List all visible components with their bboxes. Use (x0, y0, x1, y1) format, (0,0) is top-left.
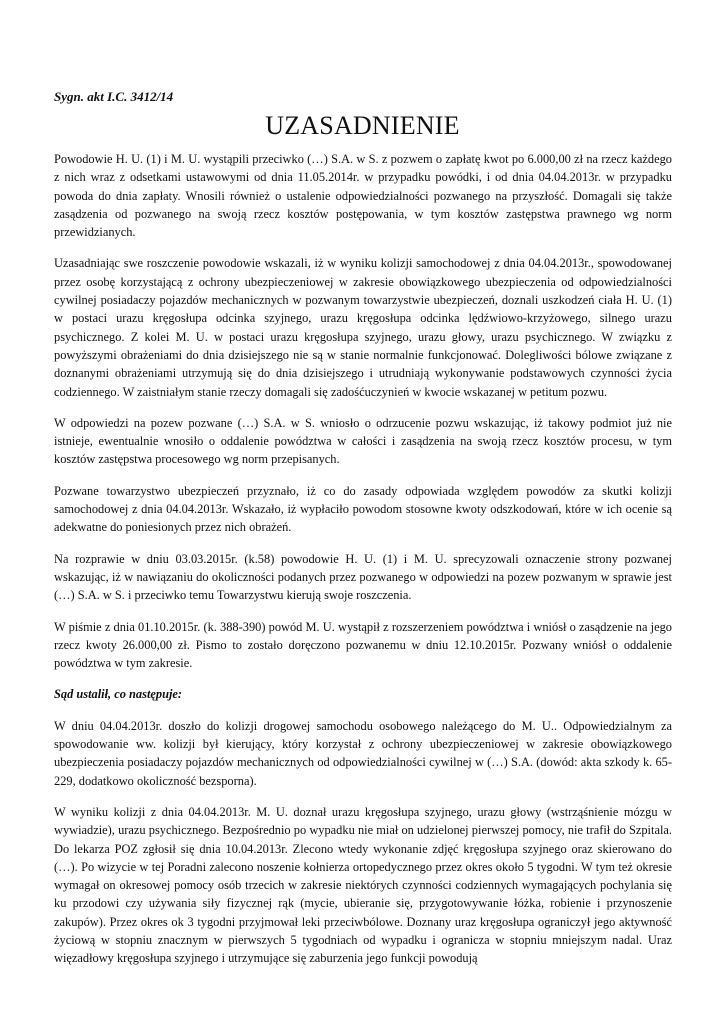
paragraph: Uzasadniając swe roszczenie powodowie wskazali, iż w wyniku kolizji samochodowej z dnia 04.04.2013r., spowodowanej przez osobę korzystającą z ochrony ubezpieczeniowej w zakresie obowiązkowego ubezpieczenia od odpowiedzialności cywilnej posiadaczy pojazdów mechanicznych w pozwanym towarzystwie ubezpieczeń, doznali uszkodzeń ciała H. U. (1) w postaci urazu kręgosłupa odcinka szyjnego, urazu kręgosłupa odcinka lędźwiowo-krzyżowego, silnego urazu psychicznego. Z kolei M. U. w postaci urazu kręgosłupa szyjnego, urazu głowy, urazu psychicznego. W związku z powyższymi obrażeniami do dnia dzisiejszego nie są w stanie normalnie funkcjonować. Dolegliwości bólowe związane z doznanymi obrażeniami utrzymują się do dnia dzisiejszego i utrudniają wykonywanie podstawowych czynności życia codziennego. W zaistniałym stanie rzeczy domagali się zadośćuczynień w kwocie wskazanej w petitum pozwu. (54, 256, 672, 399)
paragraph: W odpowiedzi na pozew pozwane (…) S.A. w S. wniosło o odrzucenie pozwu wskazując, iż takowy podmiot już nie istnieje, ewentualnie wnosiło o oddalenie powództwa w całości i zasądzenia na swoją rzecz kosztów procesu, w tym kosztów zastępstwa procesowego wg norm przepisanych. (54, 415, 672, 467)
section-heading: Sąd ustalił, co następuje: (54, 687, 183, 702)
case-signature: Sygn. akt I.C. 3412/14 (54, 89, 174, 104)
paragraph: Pozwane towarzystwo ubezpieczeń przyznało, iż co do zasady odpowiada względem powodów za skutki kolizji samochodowej z dnia 04.04.2013r. Wskazało, iż wypłaciło powodom stosowne kwoty odszkodowań, które w ich ocenie są adekwatne do poniesionych przez nich obrażeń. (54, 483, 672, 535)
paragraph: Na rozprawie w dniu 03.03.2015r. (k.58) powodowie H. U. (1) i M. U. sprecyzowali oznaczenie strony pozwanej wskazując, iż w nawiązaniu do okoliczności podanych przez pozwanego w odpowiedzi na pozew pozwanym w sprawie jest (…) S.A. w S. i przeciwko temu Towarzystwu kierują swoje roszczenia. (54, 551, 672, 603)
paragraph: W piśmie z dnia 01.10.2015r. (k. 388-390) powód M. U. wystąpił z rozszerzeniem powództwa i wniósł o zasądzenie na jego rzecz kwoty 26.000,00 zł. Pismo to zostało doręczono pozwanemu w dniu 12.10.2015r. Pozwany wniósł o oddalenie powództwa w tym zakresie. (54, 619, 672, 671)
document-title: UZASADNIENIE (265, 111, 460, 140)
paragraph: W dniu 04.04.2013r. doszło do kolizji drogowej samochodu osobowego należącego do M. U.. Odpowiedzialnym za spowodowanie ww. kolizji był kierujący, który korzystał z ochrony ubezpieczeniowej w zakresie obowiązkowego ubezpieczenia posiadaczy pojazdów mechanicznych od odpowiedzialności cywilnej w (…) S.A. (dowód: akta szkody k. 65-229, dodatkowo okoliczność bezsporna). (54, 718, 672, 788)
document-body (54, 150, 672, 981)
paragraph: W wyniku kolizji z dnia 04.04.2013r. M. U. doznał urazu kręgosłupa szyjnego, urazu głowy (wstrząśnienie mózgu w wywiadzie), urazu psychicznego. Bezpośrednio po wypadku nie miał on udzielonej pierwszej pomocy, nie trafił do Szpitala. Do lekarza POZ zgłosił się dnia 10.04.2013r. Zlecono wtedy wykonanie zdjęć kręgosłupa szyjnego oraz skierowano do (…). Po wizycie w tej Poradni zalecono noszenie kołnierza ortopedycznego przez okres około 5 tygodni. W tym też okresie wymagał on okresowej pomocy osób trzecich w zakresie niektórych czynności codziennych wymagających pochylania się ku przodowi czy używania siły fizycznej rąk (mycie, ubieranie się, przygotowywanie łóżka, robienie i przynoszenie zakupów). Przez okres ok 3 tygodni przyjmował leki przeciwbólowe. Doznany uraz kręgosłupa ograniczył jego aktywność życiową w stopniu znacznym w pierwszych 5 tygodniach od wypadku i ogranicza w stopniu mniejszym nadal. Uraz więzadłowy kręgosłupa szyjnego i utrzymujące się zaburzenia jego funkcji powodują (54, 804, 672, 966)
paragraph: Powodowie H. U. (1) i M. U. wystąpili przeciwko (…) S.A. w S. z pozwem o zapłatę kwot po 6.000,00 zł na rzecz każdego z nich wraz z odsetkami ustawowymi od dnia 11.05.2014r. w przypadku powódki, i od dnia 04.04.2013r. w przypadku powoda do dnia zapłaty. Wnosili również o ustalenie odpowiedzialności pozwanego na przyszłość. Domagali się także zasądzenia od pozwanego na swoją rzecz kosztów postępowania, w tym kosztów zastępstwa prawnego wg norm przewidzianych. (54, 152, 672, 240)
